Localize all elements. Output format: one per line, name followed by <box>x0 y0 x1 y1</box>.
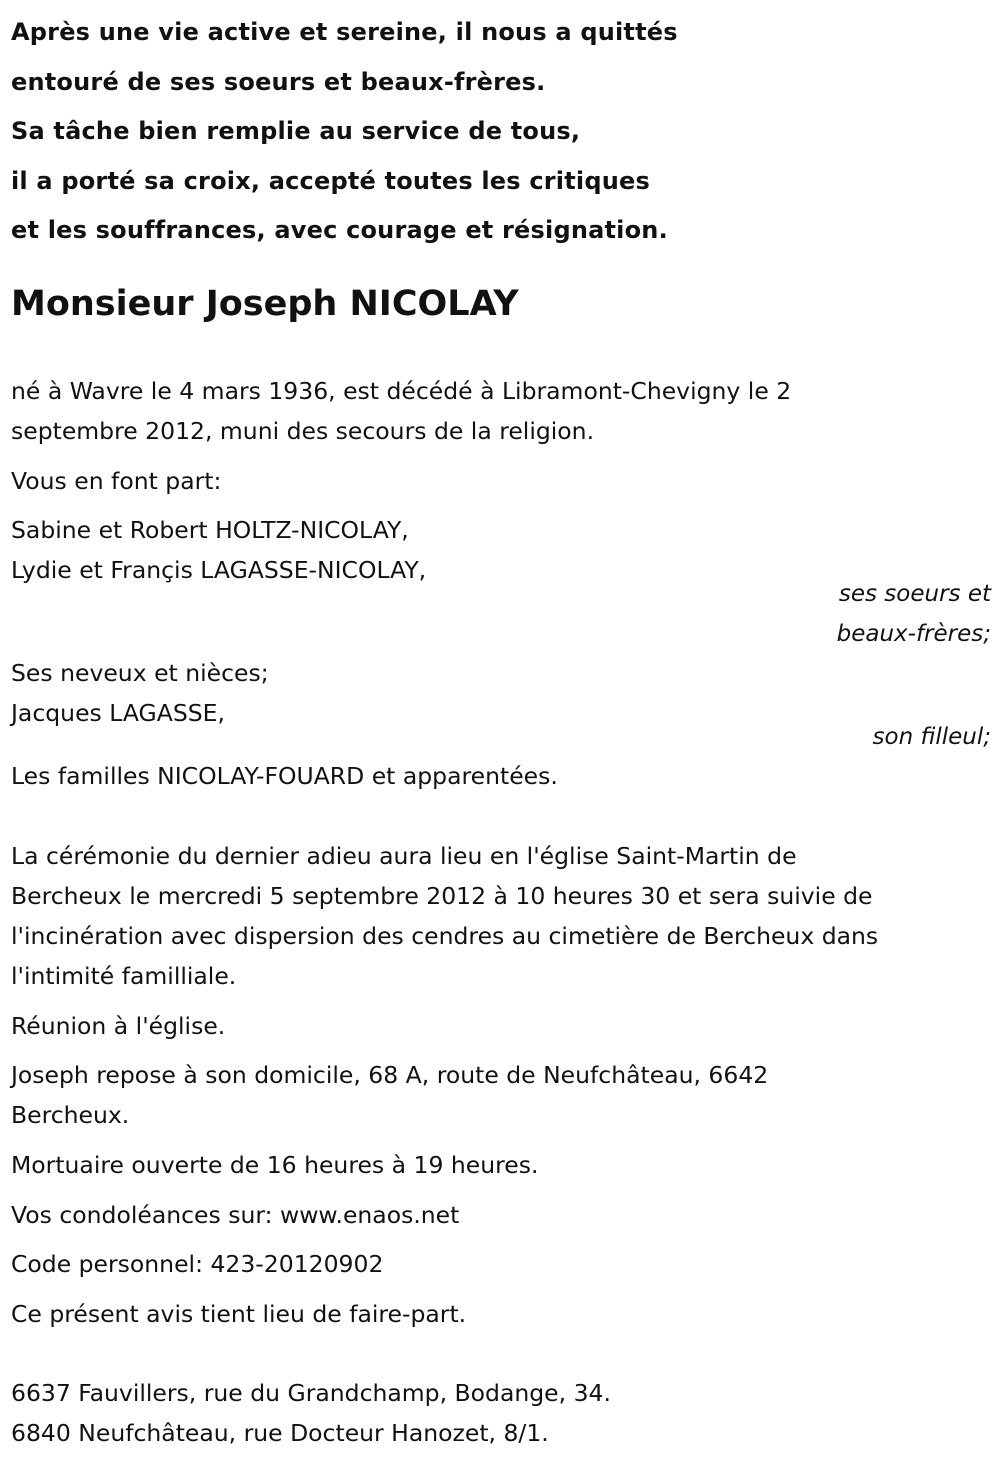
mortuary-text: Mortuaire ouverte de 16 heures à 19 heures. <box>11 1151 539 1179</box>
poem-line: entouré de ses soeurs et beaux-frères. <box>11 67 546 96</box>
rest-line: Bercheux. <box>11 1101 130 1129</box>
sibling-line: Sabine et Robert HOLTZ-NICOLAY, <box>11 516 409 544</box>
godson-line: Jacques LAGASSE, <box>11 699 225 727</box>
code-text: Code personnel: 423-20120902 <box>11 1250 384 1278</box>
ceremony-line: Bercheux le mercredi 5 septembre 2012 à 10 heures 30 et sera suivie de <box>11 882 873 910</box>
birth-line: né à Wavre le 4 mars 1936, est décédé à Libramont-Chevigny le 2 <box>11 377 792 405</box>
rest-line: Joseph repose à son domicile, 68 A, route de Neufchâteau, 6642 <box>11 1061 769 1089</box>
ceremony-line: l'intimité familliale. <box>11 962 237 990</box>
address-line: 6637 Fauvillers, rue du Grandchamp, Bodange, 34. <box>11 1379 611 1407</box>
poem-line: Après une vie active et sereine, il nous a quittés <box>11 18 678 46</box>
siblings-role: ses soeurs et <box>838 581 991 607</box>
nephews-line: Ses neveux et nièces; <box>11 659 269 687</box>
siblings-role: beaux-frères; <box>836 621 991 647</box>
poem-line: Sa tâche bien remplie au service de tous, <box>11 117 581 145</box>
meeting-text: Réunion à l'église. <box>11 1012 226 1040</box>
notice-text: Ce présent avis tient lieu de faire-part. <box>11 1300 467 1328</box>
sibling-line: Lydie et Françis LAGASSE-NICOLAY, <box>11 556 427 584</box>
ceremony-line: La cérémonie du dernier adieu aura lieu en l'église Saint-Martin de <box>11 842 797 870</box>
deceased-name: Monsieur Joseph NICOLAY <box>11 284 519 324</box>
condolences-text: Vos condoléances sur: www.enaos.net <box>11 1201 460 1229</box>
ceremony-line: l'incinération avec dispersion des cendres au cimetière de Bercheux dans <box>11 922 879 950</box>
poem <box>11 8 678 256</box>
poem-line: et les souffrances, avec courage et résignation. <box>11 216 668 244</box>
address-line: 6840 Neufchâteau, rue Docteur Hanozet, 8/1. <box>11 1419 549 1447</box>
godson-role: son filleul; <box>872 724 991 750</box>
announce-text: Vous en font part: <box>11 467 222 495</box>
birth-line: septembre 2012, muni des secours de la religion. <box>11 417 595 445</box>
poem-line: il a porté sa croix, accepté toutes les critiques <box>11 166 650 195</box>
families-line: Les familles NICOLAY-FOUARD et apparentées. <box>11 762 558 790</box>
